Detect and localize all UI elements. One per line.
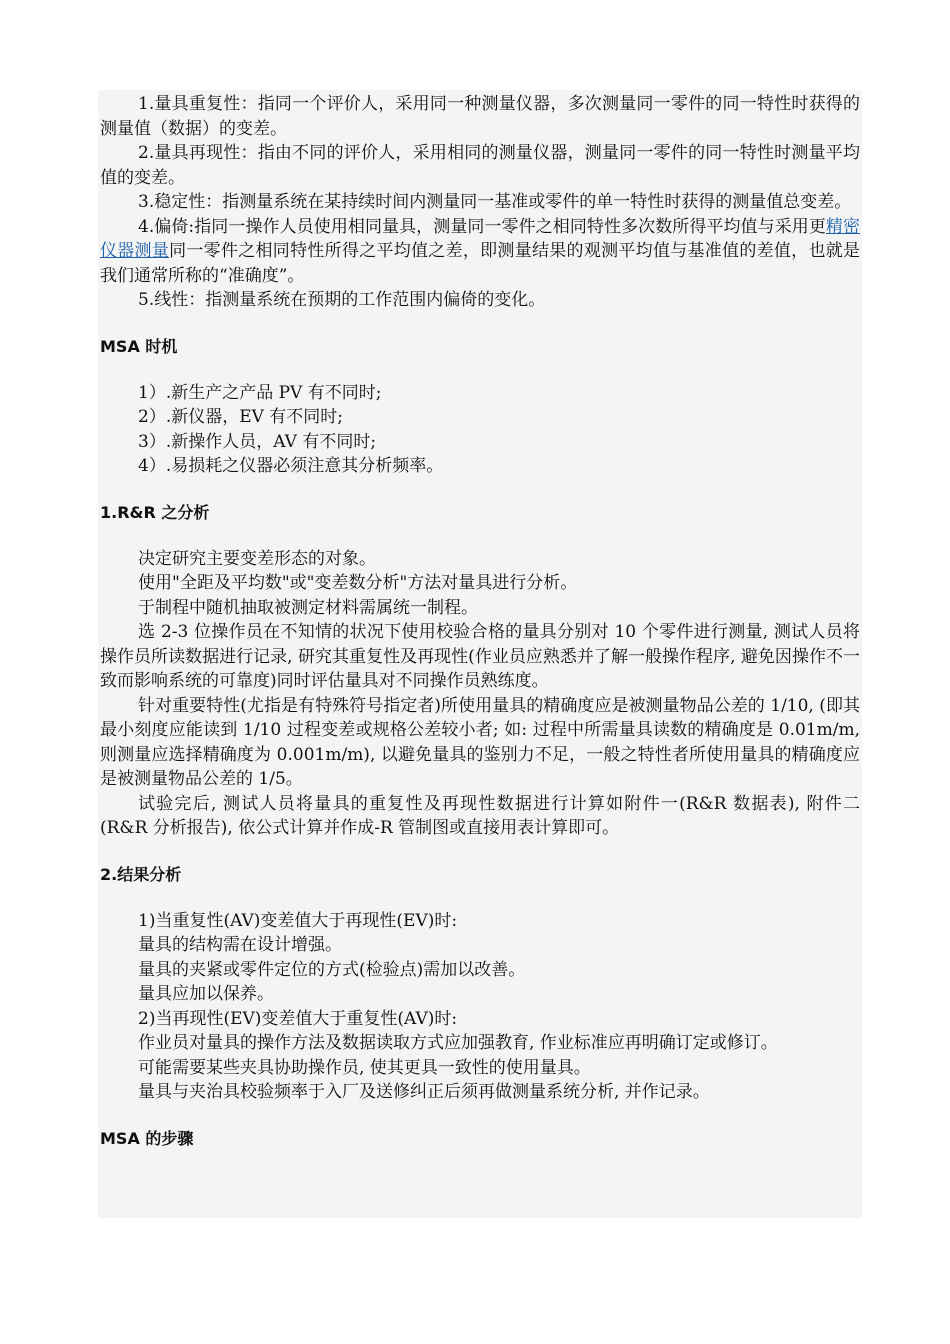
bias-text-after: 同一零件之相同特性所得之平均值之差，即测量结果的观测平均值与基准值的差值，也就是我们通常所称的“准确度”。 — [100, 241, 861, 286]
result-line-3: 量具的夹紧或零件定位的方式(检验点)需加以改善。 — [138, 959, 526, 980]
definition-bias — [100, 215, 860, 289]
timing-item-4: 4）.易损耗之仪器必须注意其分析频率。 — [138, 456, 444, 476]
timing-item-2: 2）.新仪器，EV 有不同时; — [138, 407, 344, 427]
rr-line-2: 使用"全距及平均数"或"变差数分析"方法对量具进行分析。 — [138, 573, 578, 593]
result-line-1: 1)当重复性(AV)变差值大于再现性(EV)时: — [138, 910, 458, 931]
timing-item-3: 3）.新操作人员，AV 有不同时; — [138, 431, 377, 452]
result-line-8: 量具与夹治具校验频率于入厂及送修纠正后须再做测量系统分析, 并作记录。 — [138, 1082, 710, 1102]
bias-text-before: 4.偏倚:指同一操作人员使用相同量具，测量同一零件之相同特性多次数所得平均值与采用更 — [138, 216, 826, 237]
definition-linearity: 5.线性：指测量系统在预期的工作范围内偏倚的变化。 — [138, 290, 546, 310]
msa-steps-heading: MSA 的步骤 — [100, 1128, 194, 1148]
rr-paragraph-1: 选 2-3 位操作员在不知情的状况下使用校验合格的量具分别对 10 个零件进行测量, 测试人员将操作员所读数据进行记录, 研究其重复性及再现性(作业员应熟悉并了解一般操作程序, 避免因操作不一致而影响系统的可靠度)同时评估量具对不同操作员熟练度。 — [100, 622, 860, 691]
definition-reproducibility: 2.量具再现性：指由不同的评价人，采用相同的测量仪器，测量同一零件的同一特性时测量平均值的变差。 — [100, 143, 860, 188]
rr-line-1: 决定研究主要变差形态的对象。 — [138, 548, 376, 569]
result-line-2: 量具的结构需在设计增强。 — [138, 935, 342, 955]
result-line-7: 可能需要某些夹具协助操作员, 使其更具一致性的使用量具。 — [138, 1057, 591, 1078]
definition-repeatability: 1.量具重复性：指同一个评价人，采用同一种测量仪器，多次测量同一零件的同一特性时获得的测量值（数据）的变差。 — [100, 94, 860, 139]
definition-stability: 3.稳定性：指测量系统在某持续时间内测量同一基准或零件的单一特性时获得的测量值总变差。 — [138, 192, 852, 212]
result-line-5: 2)当再现性(EV)变差值大于重复性(AV)时: — [138, 1008, 458, 1029]
result-line-4: 量具应加以保养。 — [138, 984, 274, 1004]
rr-analysis-heading: 1.R&R 之分析 — [100, 502, 210, 522]
document-body — [98, 90, 862, 1218]
msa-timing-heading: MSA 时机 — [100, 336, 178, 356]
timing-item-1: 1）.新生产之产品 PV 有不同时; — [138, 382, 382, 403]
result-analysis-heading: 2.结果分析 — [100, 864, 182, 884]
result-line-6: 作业员对量具的操作方法及数据读取方式应加强教育, 作业标准应再明确订定或修订。 — [138, 1033, 778, 1053]
rr-paragraph-3: 试验完后, 测试人员将量具的重复性及再现性数据进行计算如附件一(R&R 数据表), 附件二(R&R 分析报告), 依公式计算并作成-R 管制图或直接用表计算即可。 — [100, 793, 860, 838]
rr-line-3: 于制程中随机抽取被测定材料需属统一制程。 — [138, 597, 478, 618]
precision-instrument-link[interactable]: 精密仪器测量 — [100, 216, 860, 261]
rr-paragraph-2: 针对重要特性(尤指是有特殊符号指定者)所使用量具的精确度应是被测量物品公差的 1/10, (即其最小刻度应能读到 1/10 过程变差或规格公差较小者; 如: 过程中所需量具读数的精确度是 0.01m/m, 则测量应选择精确度为 0.001m/m), 以避免量具的鉴别力不足，一般之特性者所使用量具的精确度应是被测量物品公差的 1/5。 — [100, 695, 860, 789]
